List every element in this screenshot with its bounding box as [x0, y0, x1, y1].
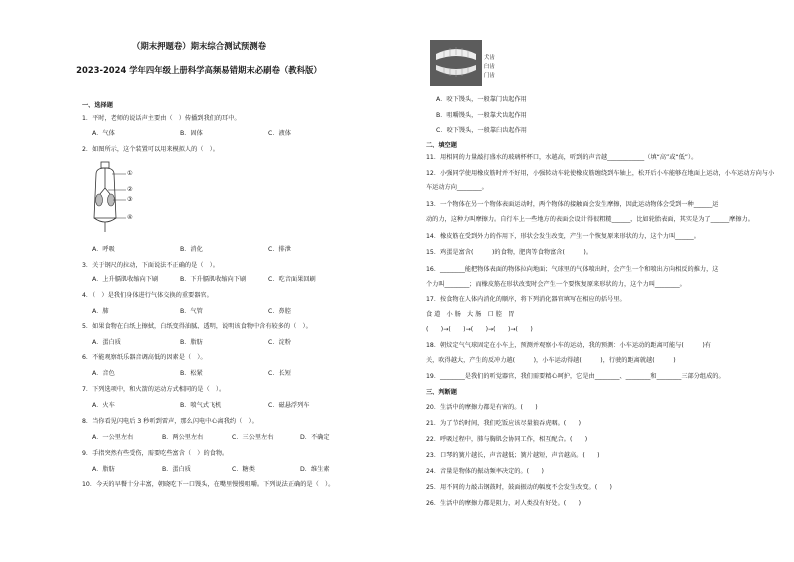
fill-q17-blanks: ( )→( )→( )→( )→( ) [426, 326, 533, 333]
question-8: 8．当你看见闪电后 3 秒听到雷声，那么闪电中心离我约（ ）。 [82, 418, 258, 425]
fill-q18-line1: 18．朝炆定气气球固定在小车上，预测并观察小车的运动，我的预测：小车运动的距离可能与( )有 [426, 342, 711, 349]
figure-label-1: ① [127, 170, 133, 177]
q2-option-b: B．消化 [180, 246, 203, 253]
q1-option-b: B．固体 [180, 130, 203, 137]
q1-option-a: A．气体 [92, 130, 115, 137]
section-heading-judge: 三、判断题 [426, 389, 457, 396]
q6-option-a: A．音色 [92, 370, 115, 377]
q7-option-c: C．磁悬浮列车 [268, 402, 310, 409]
q6-option-c: C．长短 [268, 370, 291, 377]
fill-q16-line2: 个力叫________；而橡皮筋在形状改变时会产生一个要恢复原来形状的力，这个力叫________。 [426, 281, 686, 288]
page-subtitle: 2023-2024 学年四年级上册科学高频易错期末必刷卷（教科版） [76, 65, 322, 75]
teeth-label-canine: 犬齿 [484, 55, 495, 61]
q9-option-b: B．蛋白质 [162, 466, 191, 473]
q9-option-a: A．脂肪 [92, 466, 115, 473]
question-9: 9．手指突然有些受伤，需要吃些富含（ ）的食物。 [82, 450, 229, 457]
q5-option-b: B．脂肪 [180, 339, 203, 346]
fill-q19: 19．________是我们的听觉器官，我们需要精心呵护，它是由________、________和________三部分组成的。 [426, 373, 725, 380]
judge-q25: 25．用不同的力敲击钢鼓时，鼓面振动的幅度不会发生改变。( ) [426, 484, 612, 491]
judge-q22: 22．呼吸过程中，肺与胸肌会协同工作，相互配合。( ) [426, 436, 588, 443]
q9-option-d: D．维生素 [300, 466, 330, 473]
q3-option-a: A．上升膈肌收缩向下刷 [92, 276, 159, 283]
q8-option-a: A．一公里左右 [92, 434, 134, 441]
fill-q18-line2: 关，吹得越大，产生的反冲力越( )，小车运动得越( )，行驶的距离就越( ) [426, 357, 676, 364]
q2-option-a: A．呼吸 [92, 246, 115, 253]
q10-option-a: A．咬下馒头，一般靠门齿起作用 [436, 96, 527, 103]
bell-jar-lung-model-figure [86, 160, 146, 238]
fill-q11: 11．用相同的力量敲打盛水的玻璃杯杯口，水越高，听到的声音越____________（填“高”或“低”）。 [426, 154, 698, 161]
teeth-label-molar: 臼齿 [484, 64, 495, 70]
q7-option-a: A．火车 [92, 402, 115, 409]
fill-q12-line2: 车运动方向________。 [426, 184, 488, 191]
teeth-label-incisor: 门齿 [484, 73, 495, 79]
q9-option-c: C．糖类 [232, 466, 255, 473]
question-2: 2．如图所示，这个装置可以用来模拟人的（ ）。 [82, 146, 219, 153]
question-6: 6．不能观察纸乐器音调高低的因素是（ ）。 [82, 354, 207, 361]
figure-label-3: ③ [127, 196, 133, 203]
figure-label-4: ④ [127, 214, 133, 221]
section-heading-choice: 一、选择题 [82, 102, 113, 109]
q5-option-c: C．淀粉 [268, 339, 291, 346]
q6-option-b: B．松紧 [180, 370, 203, 377]
question-5: 5．如果食物在白纸上擦拭，白纸变得油腻、透明，说明该食物中含有较多的（ ）。 [82, 323, 312, 330]
q3-option-c: C．吃音面果回刷 [268, 276, 316, 283]
judge-q20: 20．生活中的摩擦力都是有害的。( ) [426, 404, 538, 411]
q10-option-c: C．咬下馒头，一般靠臼齿起作用 [436, 127, 527, 134]
fill-q17-organs: 食 道 小 肠 大 肠 口 腔 胃 [426, 311, 515, 318]
question-7: 7．下列选项中，和火箭的运动方式相同的是（ ）。 [82, 386, 226, 393]
fill-q16-line1: 16．________能把物体表面的物体拉向地面；气球里的气体喷出时，会产生一个和喷出方向相反的推力，这 [426, 266, 719, 273]
fill-q14: 14．橡皮筋在受到外力的作用下，形状会发生改变，产生一个恢复原来形状的力，这个力叫______。 [426, 233, 700, 240]
q4-option-a: A．肺 [92, 308, 109, 315]
teeth-photo-figure [430, 40, 482, 86]
q8-option-c: C．三公里左右 [232, 434, 274, 441]
fill-q15: 15．鸡蛋是富含( )的食物，肥肉等食物富含( )。 [426, 249, 593, 256]
q8-option-b: B．两公里左右 [162, 434, 204, 441]
fill-q13-line2: 动的力，这种力叫摩擦力。自行车上一些地方的表面会设计得很粗糙______，比如轮胎表面，其实是为了______摩擦力。 [426, 216, 754, 223]
judge-q21: 21．为了节约时间，我们吃饭应该尽量狼吞虎咽。( ) [426, 420, 582, 427]
q10-option-b: B．咀嚼馒头，一般靠犬齿起作用 [436, 112, 527, 119]
question-4: 4．（ ）是我们身体进行气体交换的重要器官。 [82, 292, 213, 299]
q4-option-c: C．鼻腔 [268, 308, 291, 315]
figure-label-2: ② [127, 186, 133, 193]
q3-option-b: B．下升膈肌收缩向下刷 [180, 276, 247, 283]
q2-option-c: C．排泄 [268, 246, 291, 253]
section-heading-fill: 二、填空题 [426, 142, 457, 149]
fill-q17: 17．按食物在人体内消化的顺序，将下列消化器官填写在相应的括号里。 [426, 296, 626, 303]
question-10: 10．今天的早餐十分丰富，朝晓吃下一口馒头，在嘴里慢慢咀嚼。下列说法正确的是（ ）。 [82, 481, 335, 488]
q4-option-b: B．气管 [180, 308, 203, 315]
page-title: （期末押题卷）期末综合测试预测卷 [132, 41, 266, 51]
judge-q24: 24．音量是物体的振动频率决定的。( ) [426, 468, 544, 475]
judge-q26: 26．生活中的摩擦力都是阻力，对人类没有好处。( ) [426, 500, 582, 507]
fill-q13-line1: 13．一个物体在另一个物体表面运动时，两个物体的接触面会发生摩擦，因此运动物体会受到一种______运 [426, 201, 719, 208]
q1-option-c: C．液体 [268, 130, 291, 137]
judge-q23: 23．口琴的簧片越长，声音越低；簧片越短，声音越高。( ) [426, 452, 600, 459]
question-1: 1．平时，老师的说话声主要由（ ）传播到我们的耳中。 [82, 115, 241, 122]
q7-option-b: B．喷气式飞机 [180, 402, 222, 409]
fill-q12-line1: 12．小强同学使用橡皮筋时并不好用，小强转动车轮使橡皮筋缠绕到车轴上，松开后小车能够在地面上运动，小车运动方向与小 [426, 170, 775, 177]
q5-option-a: A．蛋白质 [92, 339, 121, 346]
q8-option-d: D．不确定 [300, 434, 330, 441]
question-3: 3．关于钢尺的拉动，下面说法不正确的是（ ）。 [82, 262, 219, 269]
